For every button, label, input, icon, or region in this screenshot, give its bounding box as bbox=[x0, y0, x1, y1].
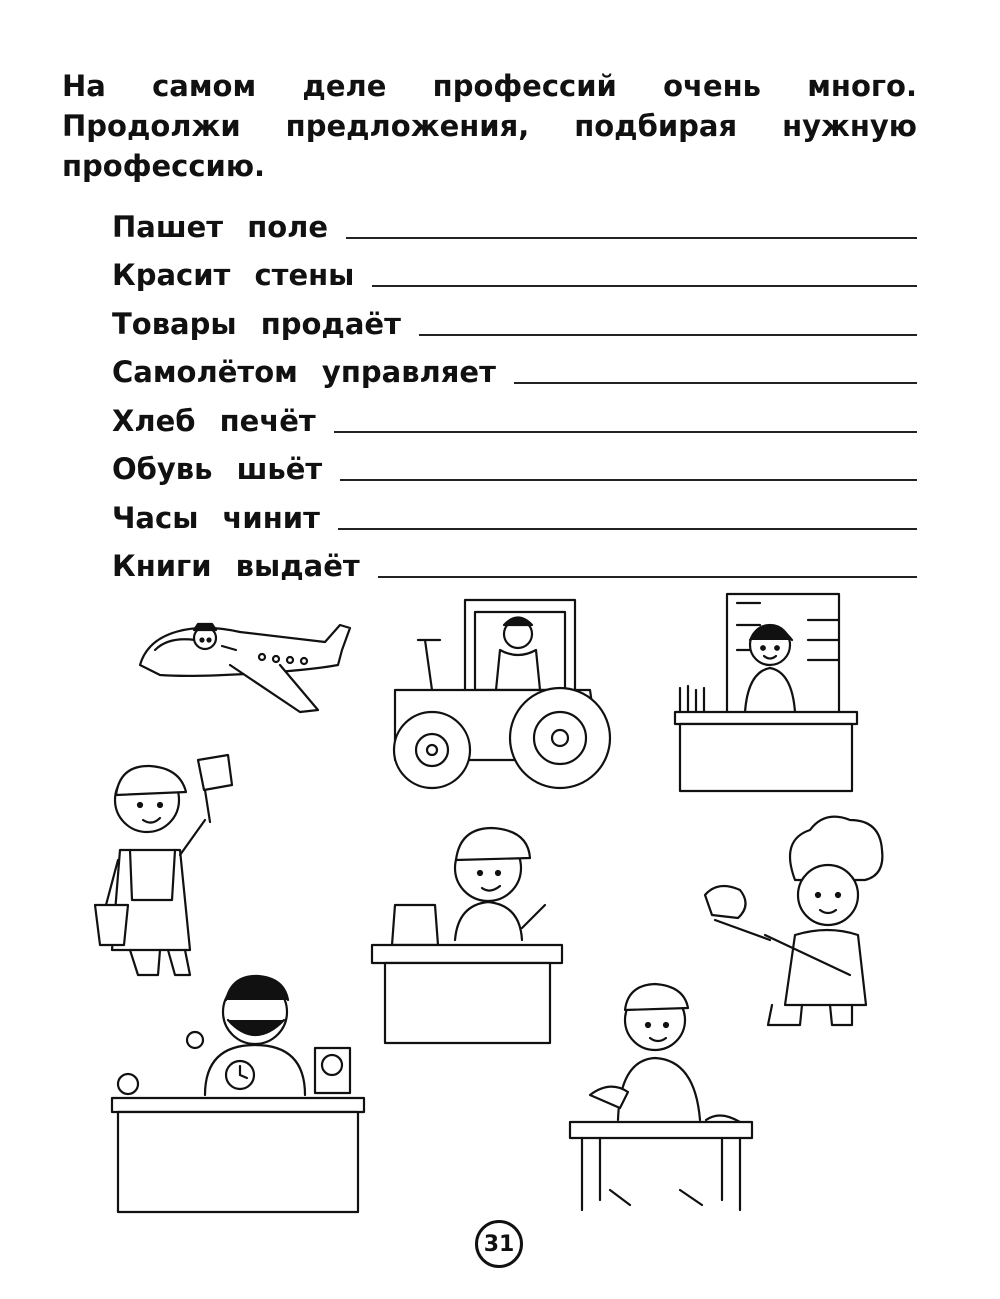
answer-line[interactable] bbox=[372, 285, 917, 287]
sentence-label: Самолётом управляет bbox=[112, 355, 496, 389]
sentence-row bbox=[112, 439, 917, 488]
tractor-illustration bbox=[394, 600, 610, 788]
sentence-label: Обувь шьёт bbox=[112, 452, 323, 486]
sentence-label: Товары продаёт bbox=[112, 306, 401, 341]
airplane-pilot-illustration bbox=[140, 624, 350, 712]
sentence-list bbox=[112, 196, 917, 584]
sentence-row bbox=[112, 390, 917, 439]
answer-line[interactable] bbox=[346, 237, 917, 239]
sentence-row bbox=[112, 196, 917, 245]
answer-line[interactable] bbox=[419, 334, 917, 336]
sentence-row bbox=[112, 536, 917, 585]
sentence-row bbox=[112, 342, 917, 391]
page-number: 31 bbox=[475, 1220, 523, 1268]
shoemaker-illustration bbox=[570, 984, 752, 1210]
answer-line[interactable] bbox=[340, 479, 917, 481]
answer-line[interactable] bbox=[514, 382, 917, 384]
answer-line[interactable] bbox=[334, 431, 917, 433]
sentence-row bbox=[112, 293, 917, 342]
sentence-label: Пашет поле bbox=[112, 209, 329, 244]
answer-line[interactable] bbox=[378, 576, 917, 578]
sentence-label: Красит стены bbox=[112, 258, 355, 292]
sentence-label: Часы чинит bbox=[112, 500, 320, 535]
task-instruction: На самом деле профессий очень много. Продолжи предложения, подбирая нужную профессию. bbox=[62, 69, 917, 183]
painter-illustration bbox=[95, 755, 232, 975]
sentence-label: Хлеб печёт bbox=[112, 403, 316, 438]
answer-line[interactable] bbox=[338, 528, 917, 530]
baker-illustration bbox=[705, 817, 882, 1025]
sentence-row bbox=[112, 245, 917, 294]
sentence-label: Книги выдаёт bbox=[112, 549, 360, 583]
watchmaker-illustration bbox=[112, 976, 364, 1212]
cashier-illustration bbox=[372, 828, 562, 1043]
illustrations bbox=[0, 585, 1000, 1245]
librarian-illustration bbox=[675, 594, 857, 791]
sentence-row bbox=[112, 487, 917, 536]
